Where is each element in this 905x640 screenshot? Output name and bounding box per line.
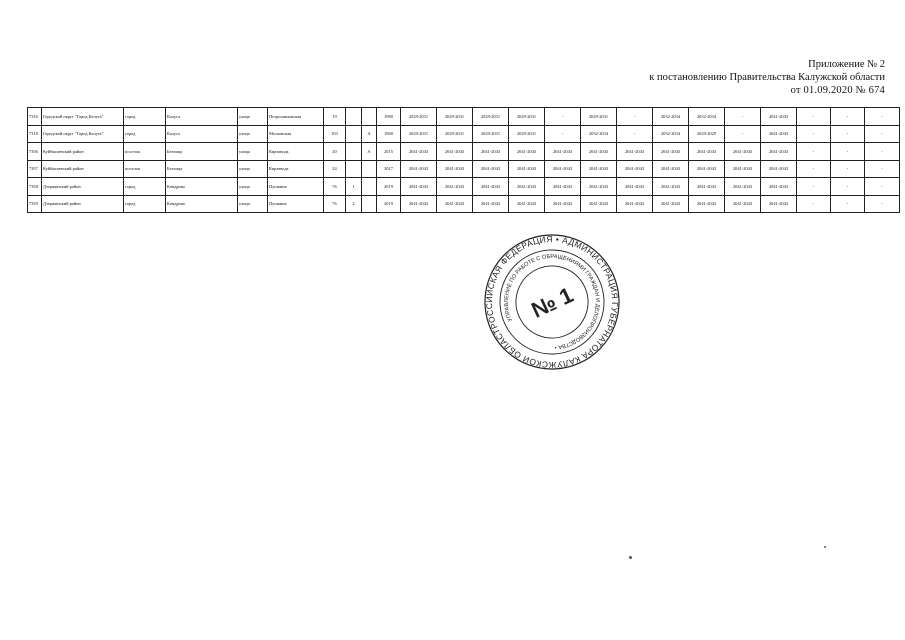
table-cell: улица xyxy=(238,178,268,196)
table-row xyxy=(28,195,900,213)
table-cell: Городской округ "Город Калуга" xyxy=(42,108,124,126)
table-cell: Кирзавода xyxy=(268,160,324,178)
table-row xyxy=(28,108,900,126)
table-cell: 19 xyxy=(324,108,346,126)
table-cell: Дзержинский район xyxy=(42,178,124,196)
table-cell: 2029-2031 xyxy=(509,125,545,143)
table-cell: - xyxy=(797,195,831,213)
table-cell: 2041-2043 xyxy=(653,143,689,161)
table-cell: улица xyxy=(238,125,268,143)
table-cell xyxy=(346,125,362,143)
table-cell: 2029-2031 xyxy=(437,108,473,126)
table-cell: 2041-2043 xyxy=(509,143,545,161)
seal-center-number: № 1 xyxy=(527,282,577,323)
table-cell: улица xyxy=(238,160,268,178)
table-cell: Пушкина xyxy=(268,195,324,213)
table-cell: Бетлица xyxy=(166,160,238,178)
table-cell: 1 xyxy=(346,178,362,196)
scan-speck xyxy=(629,556,632,559)
table-cell: 2041-2043 xyxy=(725,195,761,213)
table-cell: 2032-2034 xyxy=(581,125,617,143)
table-cell: Пушкина xyxy=(268,178,324,196)
table-cell: - xyxy=(797,143,831,161)
table-cell: 2041-2043 xyxy=(401,178,437,196)
table-cell: 2041-2043 xyxy=(761,108,797,126)
table-cell xyxy=(346,143,362,161)
table-cell: - xyxy=(545,108,581,126)
table-cell: город xyxy=(124,195,166,213)
table-cell: 2041-2043 xyxy=(473,143,509,161)
table-cell: - xyxy=(545,125,581,143)
table-cell: 2041-2043 xyxy=(545,143,581,161)
appendix-title: Приложение № 2 xyxy=(808,59,885,70)
table-cell: 7359 xyxy=(28,195,42,213)
housing-repair-table xyxy=(27,107,900,213)
table-cell: поселок xyxy=(124,143,166,161)
table-cell: 2041-2043 xyxy=(689,160,725,178)
table-cell: Бетлица xyxy=(166,143,238,161)
table-cell xyxy=(346,108,362,126)
table-cell: 2029-2029 xyxy=(689,125,725,143)
table-cell: 2041-2043 xyxy=(545,195,581,213)
table-cell: 2041-2043 xyxy=(401,160,437,178)
table-cell: - xyxy=(617,108,653,126)
table-cell: 2041-2043 xyxy=(509,178,545,196)
table-cell: 7318 xyxy=(28,125,42,143)
table-cell: 2041-2043 xyxy=(581,195,617,213)
table-cell: 2029-2031 xyxy=(509,108,545,126)
table-cell: 2041-2043 xyxy=(509,195,545,213)
table-cell: 2041-2043 xyxy=(761,160,797,178)
official-seal xyxy=(482,232,622,372)
table-cell: 7357 xyxy=(28,160,42,178)
table-cell: город xyxy=(124,125,166,143)
table-cell: Дзержинский район xyxy=(42,195,124,213)
table-cell: 2029-2031 xyxy=(473,125,509,143)
table-cell: 2041-2043 xyxy=(761,178,797,196)
table-cell: 2041-2043 xyxy=(437,143,473,161)
table-cell: 2041-2043 xyxy=(617,143,653,161)
table-cell: - xyxy=(865,143,900,161)
table-cell: Кондрово xyxy=(166,195,238,213)
table-row xyxy=(28,143,900,161)
table-row xyxy=(28,160,900,178)
table-cell: - xyxy=(797,125,831,143)
table-cell: Куйбышевский район xyxy=(42,160,124,178)
table-cell: - xyxy=(865,195,900,213)
table-cell: 2017 xyxy=(377,160,401,178)
table-cell: 2041-2043 xyxy=(545,160,581,178)
table-cell: 2041-2043 xyxy=(545,178,581,196)
table-cell: 2041-2043 xyxy=(653,160,689,178)
table-cell: 2041-2043 xyxy=(437,160,473,178)
table-cell: 2041-2043 xyxy=(725,178,761,196)
table-cell: А xyxy=(362,143,377,161)
table-cell xyxy=(362,160,377,178)
table-cell: 2041-2043 xyxy=(653,195,689,213)
table-cell: 2041-2043 xyxy=(437,178,473,196)
table-cell: - xyxy=(725,108,761,126)
table-row xyxy=(28,125,900,143)
table-cell: 2041-2043 xyxy=(437,195,473,213)
document-header xyxy=(565,58,885,97)
table-cell: 2041-2043 xyxy=(653,178,689,196)
table-cell: 24 xyxy=(324,160,346,178)
table-cell: - xyxy=(797,108,831,126)
table-cell: город xyxy=(124,178,166,196)
table-cell: 2041-2043 xyxy=(581,160,617,178)
table-cell: 2041-2043 xyxy=(617,160,653,178)
table-cell: 2019 xyxy=(377,195,401,213)
table-cell xyxy=(362,195,377,213)
table-cell: 20 xyxy=(324,143,346,161)
table-cell: 7358 xyxy=(28,178,42,196)
seal-inner-text: УПРАВЛЕНИЕ ПО РАБОТЕ С ОБРАЩЕНИЯМИ ГРАЖДАН И ДЕЛОПРОИЗВОДСТВА • xyxy=(503,253,601,350)
table-cell: поселок xyxy=(124,160,166,178)
table-cell: - xyxy=(831,195,865,213)
table-cell: 2041-2043 xyxy=(689,195,725,213)
table-cell: город xyxy=(124,108,166,126)
table-cell: Городской округ "Город Калуга" xyxy=(42,125,124,143)
table-cell: 2041-2043 xyxy=(401,143,437,161)
table-cell: 2041-2043 xyxy=(689,178,725,196)
table-cell: 2032-2034 xyxy=(689,108,725,126)
table-cell: улица xyxy=(238,143,268,161)
seal-outer-text: РОССИЙСКАЯ ФЕДЕРАЦИЯ • АДМИНИСТРАЦИЯ ГУБЕРНАТОРА КАЛУЖСКОЙ ОБЛАСТИ xyxy=(483,233,621,371)
table-cell: Кондрово xyxy=(166,178,238,196)
table-cell: 2041-2043 xyxy=(581,143,617,161)
table-cell: 2029-2031 xyxy=(473,108,509,126)
table-cell: - xyxy=(831,178,865,196)
table-cell: - xyxy=(865,125,900,143)
table-cell: 2029-2031 xyxy=(581,108,617,126)
table-cell: 2029-2031 xyxy=(437,125,473,143)
table-cell: - xyxy=(865,160,900,178)
table-cell: 2041-2043 xyxy=(689,143,725,161)
table-cell: 7316 xyxy=(28,108,42,126)
table-cell: 76 xyxy=(324,178,346,196)
table-cell: Московская xyxy=(268,125,324,143)
resolution-date-number: от 01.09.2020 № 674 xyxy=(790,85,885,96)
table-cell: 2041-2043 xyxy=(581,178,617,196)
table-cell: 2032-2034 xyxy=(653,125,689,143)
table-cell: 2041-2043 xyxy=(761,143,797,161)
table-cell: - xyxy=(831,108,865,126)
table-cell: Калуга xyxy=(166,125,238,143)
table-cell: 103 xyxy=(324,125,346,143)
table-cell: Кирзавода xyxy=(268,143,324,161)
table-cell: - xyxy=(725,125,761,143)
resolution-reference: к постановлению Правительства Калужской области xyxy=(649,72,885,83)
table-cell: А xyxy=(362,125,377,143)
table-row xyxy=(28,178,900,196)
table-cell: - xyxy=(831,125,865,143)
table-cell: Калуга xyxy=(166,108,238,126)
table-cell: 7356 xyxy=(28,143,42,161)
table-cell: 2041-2043 xyxy=(761,125,797,143)
table-cell: 2 xyxy=(346,195,362,213)
table-cell: 1980 xyxy=(377,108,401,126)
table-cell: 2029-2031 xyxy=(401,108,437,126)
table-cell: 76 xyxy=(324,195,346,213)
table-cell: - xyxy=(797,160,831,178)
table-cell: 2015 xyxy=(377,143,401,161)
table-cell: 1960 xyxy=(377,125,401,143)
scan-speck xyxy=(824,546,826,548)
table-cell xyxy=(362,178,377,196)
table-cell: 2041-2043 xyxy=(617,178,653,196)
table-cell: улица xyxy=(238,108,268,126)
table-cell: 2041-2043 xyxy=(473,160,509,178)
table-cell: Куйбышевский район xyxy=(42,143,124,161)
table-cell: 2041-2043 xyxy=(473,195,509,213)
table-cell: 2041-2043 xyxy=(617,195,653,213)
table-cell: 2019 xyxy=(377,178,401,196)
table-cell xyxy=(362,108,377,126)
table-cell: - xyxy=(797,178,831,196)
table-cell: 2041-2043 xyxy=(509,160,545,178)
table-cell: 2041-2043 xyxy=(473,178,509,196)
table-cell: - xyxy=(865,108,900,126)
table-cell: - xyxy=(865,178,900,196)
table-cell: - xyxy=(831,143,865,161)
table-cell: улица xyxy=(238,195,268,213)
table-cell: 2041-2043 xyxy=(725,143,761,161)
table-cell xyxy=(346,160,362,178)
table-cell: 2029-2031 xyxy=(401,125,437,143)
table-cell: 2041-2043 xyxy=(725,160,761,178)
table-cell: 2032-2034 xyxy=(653,108,689,126)
table-cell: Петропавловская xyxy=(268,108,324,126)
table-cell: 2041-2043 xyxy=(401,195,437,213)
table-cell: - xyxy=(831,160,865,178)
table-cell: 2041-2043 xyxy=(761,195,797,213)
table-cell: - xyxy=(617,125,653,143)
